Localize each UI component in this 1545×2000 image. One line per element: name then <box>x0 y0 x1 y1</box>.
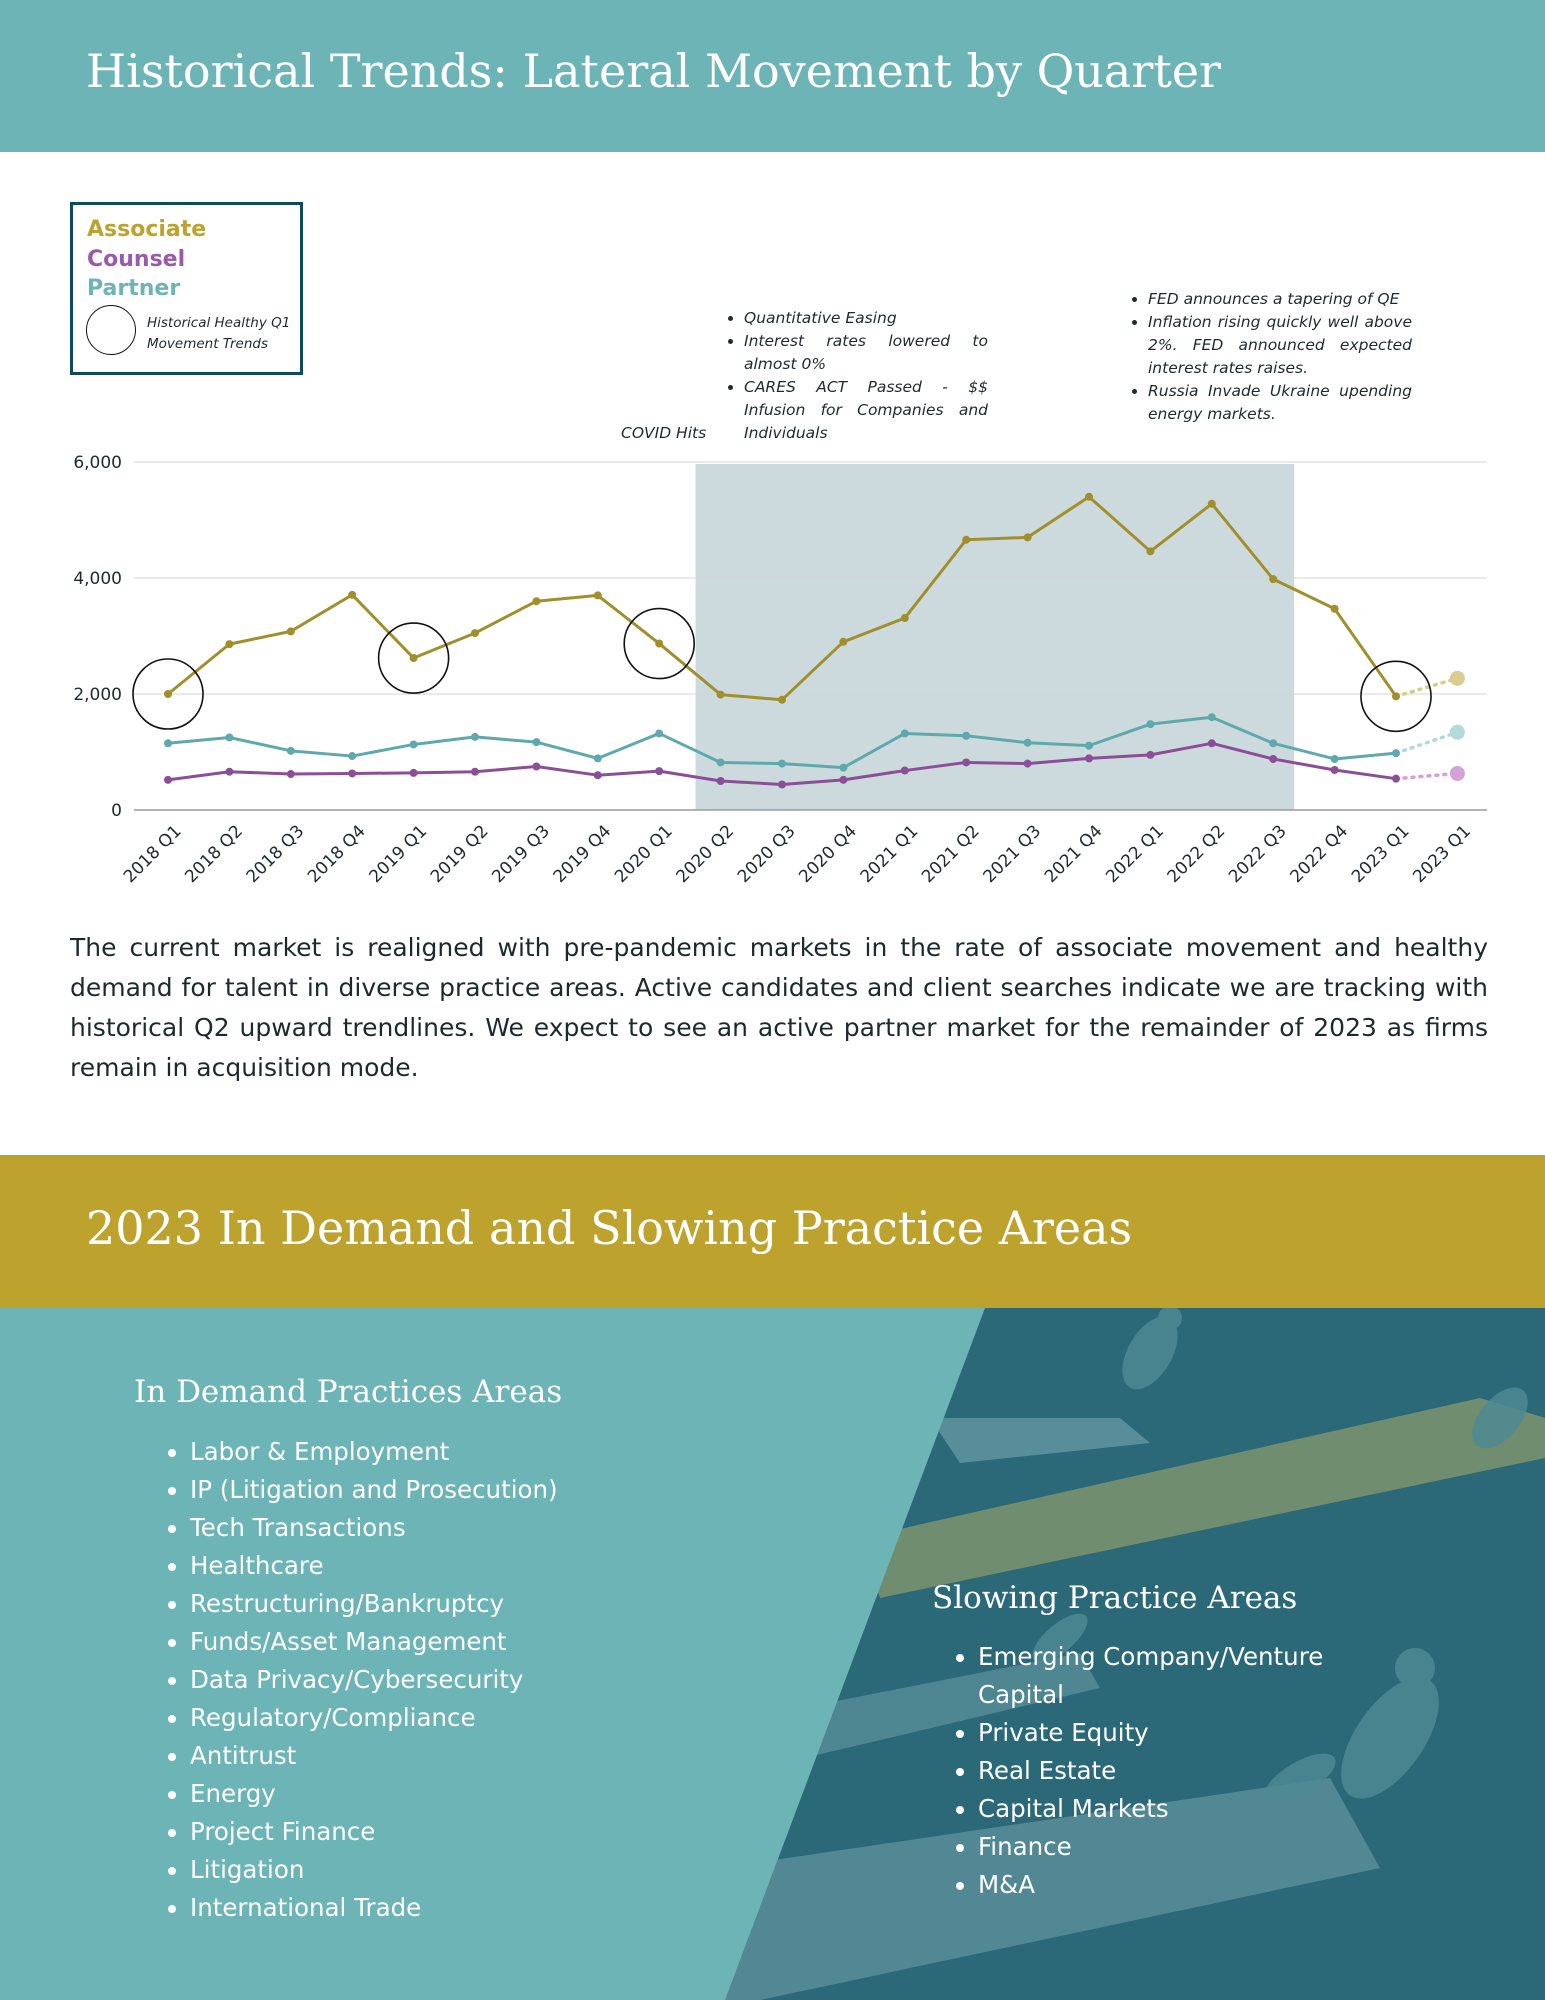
pandemic-event: • CARES ACT Passed - $$ Infusion for Companies and Individuals <box>744 376 988 445</box>
x-tick-label: 2018 Q2 <box>181 821 247 888</box>
y-tick-label: 0 <box>111 801 122 821</box>
x-tick-label: 2018 Q1 <box>119 821 186 888</box>
data-point-counsel <box>225 768 233 776</box>
x-tick-label: 2023 Q1 <box>1409 821 1475 888</box>
data-point-associate <box>962 536 970 544</box>
data-point-partner <box>532 738 540 746</box>
data-point-partner <box>1450 725 1465 740</box>
list-item: • Litigation <box>190 1851 790 1889</box>
data-point-partner <box>901 729 909 737</box>
data-point-associate <box>410 654 418 662</box>
x-tick-label: 2021 Q3 <box>979 821 1046 888</box>
page-title: Historical Trends: Lateral Movement by Quarter <box>86 44 1222 98</box>
data-point-partner <box>1208 713 1216 721</box>
data-point-associate <box>1024 533 1032 541</box>
x-tick-label: 2022 Q2 <box>1163 821 1230 888</box>
shaded-period <box>696 464 1295 810</box>
data-point-counsel <box>532 763 540 771</box>
data-point-counsel <box>1331 766 1339 774</box>
list-item: • Antitrust <box>190 1737 790 1775</box>
x-tick-label: 2022 Q4 <box>1286 821 1353 888</box>
list-item: • Tech Transactions <box>190 1509 790 1547</box>
data-point-counsel <box>471 768 479 776</box>
data-point-partner <box>717 758 725 766</box>
data-point-partner <box>962 732 970 740</box>
recovery-event: • Inflation rising quickly well above 2%. FED announced expected interest rates raises. <box>1148 311 1412 380</box>
y-tick-label: 6,000 <box>73 453 122 473</box>
data-point-partner <box>839 764 847 772</box>
data-point-partner <box>348 752 356 760</box>
data-point-associate <box>1450 671 1465 686</box>
x-tick-label: 2019 Q4 <box>549 821 616 888</box>
data-point-counsel <box>1269 755 1277 763</box>
x-tick-label: 2019 Q1 <box>365 821 432 888</box>
data-point-counsel <box>1085 754 1093 762</box>
data-point-partner <box>1269 739 1277 747</box>
x-tick-label: 2020 Q4 <box>795 821 861 888</box>
data-point-counsel <box>348 769 356 777</box>
lateral-movement-chart <box>0 0 1545 900</box>
data-point-counsel <box>717 777 725 785</box>
x-tick-label: 2022 Q1 <box>1102 821 1168 888</box>
data-point-partner <box>655 729 663 737</box>
slowing-heading: Slowing Practice Areas <box>932 1580 1298 1616</box>
list-item: • M&A <box>978 1866 1358 1904</box>
x-tick-label: 2018 Q3 <box>242 821 309 888</box>
data-point-counsel <box>1450 766 1465 781</box>
list-item: • Project Finance <box>190 1813 790 1851</box>
section2-title: 2023 In Demand and Slowing Practice Areas <box>86 1201 1133 1255</box>
list-item: • Capital Markets <box>978 1790 1358 1828</box>
x-tick-label: 2021 Q4 <box>1040 821 1107 888</box>
list-item: • Private Equity <box>978 1714 1358 1752</box>
chart-legend <box>70 202 303 375</box>
data-point-associate <box>225 640 233 648</box>
data-point-partner <box>410 740 418 748</box>
list-item: • Emerging Company/Venture Capital <box>978 1638 1358 1714</box>
recovery-event: • FED announces a tapering of QE <box>1148 288 1412 311</box>
data-point-associate <box>1085 493 1093 501</box>
in-demand-list <box>158 1433 790 1927</box>
data-point-counsel <box>901 767 909 775</box>
data-point-counsel <box>778 780 786 788</box>
in-demand-heading: In Demand Practices Areas <box>134 1374 563 1410</box>
data-point-associate <box>471 629 479 637</box>
x-tick-label: 2020 Q1 <box>611 821 677 888</box>
data-point-associate <box>1331 605 1339 613</box>
data-point-associate <box>164 690 172 698</box>
x-tick-label: 2021 Q2 <box>918 821 984 888</box>
data-point-counsel <box>287 770 295 778</box>
y-tick-label: 2,000 <box>73 685 122 705</box>
data-point-associate <box>717 691 725 699</box>
market-summary-text: The current market is realigned with pre-pandemic markets in the rate of associate movement and healthy demand for talent in diverse practice areas. Active candidates and client searches indicate we are tracking with historical Q2 upward trendlines. We expect to see an active partner market for the remainder of 2023 as firms remain in acquisition mode. <box>70 933 1488 1082</box>
data-point-associate <box>348 591 356 599</box>
data-point-partner <box>225 734 233 742</box>
list-item: • Finance <box>978 1828 1358 1866</box>
data-point-associate <box>901 614 909 622</box>
data-point-partner <box>164 739 172 747</box>
legend-counsel: Counsel <box>87 247 186 272</box>
data-point-associate <box>1208 500 1216 508</box>
data-point-partner <box>1024 739 1032 747</box>
practice-areas-panel <box>0 1308 1545 2000</box>
data-point-partner <box>1392 749 1400 757</box>
list-item: • Real Estate <box>978 1752 1358 1790</box>
y-tick-label: 4,000 <box>73 569 122 589</box>
data-point-counsel <box>410 769 418 777</box>
data-point-counsel <box>839 776 847 784</box>
data-point-associate <box>778 696 786 704</box>
recovery-event: • Russia Invade Ukraine upending energy markets. <box>1148 380 1412 426</box>
data-point-counsel <box>164 776 172 784</box>
x-tick-label: 2022 Q3 <box>1225 821 1291 888</box>
pandemic-events-list <box>724 307 988 445</box>
list-item: • Labor & Employment <box>190 1433 790 1471</box>
data-point-partner <box>1146 720 1154 728</box>
list-item: • Regulatory/Compliance <box>190 1699 790 1737</box>
data-point-associate <box>839 638 847 646</box>
list-item: • Funds/Asset Management <box>190 1623 790 1661</box>
projection-line-counsel <box>1396 773 1457 778</box>
data-point-partner <box>471 733 479 741</box>
x-tick-label: 2023 Q1 <box>1347 821 1414 888</box>
data-point-associate <box>1146 547 1154 555</box>
legend-partner: Partner <box>87 276 181 301</box>
data-point-counsel <box>594 771 602 779</box>
pandemic-event: • Interest rates lowered to almost 0% <box>744 330 988 376</box>
data-point-counsel <box>655 767 663 775</box>
data-point-associate <box>594 591 602 599</box>
x-tick-label: 2021 Q1 <box>856 821 923 888</box>
data-point-partner <box>778 760 786 768</box>
list-item: • Restructuring/Bankruptcy <box>190 1585 790 1623</box>
slowing-list <box>946 1638 1358 1904</box>
recovery-events-list <box>1128 288 1412 426</box>
data-point-associate <box>532 597 540 605</box>
legend-circle-icon <box>86 305 136 355</box>
data-point-partner <box>594 754 602 762</box>
pandemic-event: • Quantitative Easing <box>744 307 988 330</box>
data-point-associate <box>1392 692 1400 700</box>
data-point-partner <box>1331 755 1339 763</box>
list-item: • Energy <box>190 1775 790 1813</box>
covid-annotation: COVID Hits <box>621 424 707 442</box>
data-point-counsel <box>1392 775 1400 783</box>
list-item: • Data Privacy/Cybersecurity <box>190 1661 790 1699</box>
data-point-associate <box>655 640 663 648</box>
data-point-counsel <box>962 758 970 766</box>
x-tick-label: 2018 Q4 <box>304 821 370 888</box>
data-point-counsel <box>1024 760 1032 768</box>
data-point-counsel <box>1208 739 1216 747</box>
x-tick-label: 2020 Q2 <box>672 821 739 888</box>
legend-associate: Associate <box>87 217 207 242</box>
legend-circle-label: Historical Healthy Q1 Movement Trends <box>147 315 291 352</box>
projection-line-partner <box>1396 732 1457 753</box>
data-point-partner <box>287 747 295 755</box>
x-tick-label: 2020 Q3 <box>733 821 800 888</box>
data-point-associate <box>1269 575 1277 583</box>
data-point-associate <box>287 627 295 635</box>
list-item: • International Trade <box>190 1889 790 1927</box>
list-item: • IP (Litigation and Prosecution) <box>190 1471 790 1509</box>
data-point-partner <box>1085 742 1093 750</box>
x-tick-label: 2019 Q3 <box>488 821 554 888</box>
list-item: • Healthcare <box>190 1547 790 1585</box>
x-tick-label: 2019 Q2 <box>426 821 493 888</box>
data-point-counsel <box>1146 751 1154 759</box>
